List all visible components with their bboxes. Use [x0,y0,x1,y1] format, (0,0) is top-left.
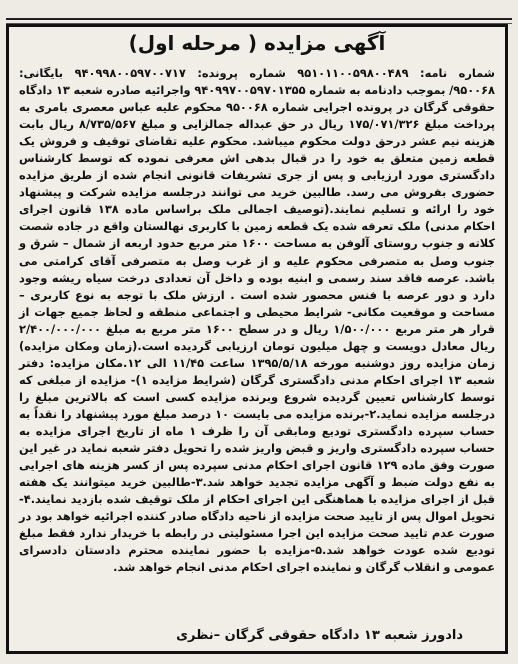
notice-title: آگهی مزایده ( مرحله اول) [128,31,386,55]
top-divider [6,2,512,20]
notice-signature: دادورز شعبه ۱۳ دادگاه حقوقی گرگان –نظری [176,628,463,643]
notice-body-text: شماره نامه: ۹۵۱۰۱۱۰۰۵۹۸۰۰۴۸۹ شماره پرونده: ۹۴۰۹۹۸۰۰۵۹۷۰۰۷۱۷ بایگانی: ۹۵۰۰۶۸/ بموجب دادنامه به شماره ۹۴۰۹۹۷۰۰۵۹۷۰۱۳۵۵ واجرائیه صادره شعبه ۱۳ دادگاه حقوقی گرگان در پرونده اجرایی شماره ۹۵۰۰۶۸ محکوم علیه عباس معصری بامری به پرداخت مبلغ ۱۷۵/۰۷۱/۳۲۶ ریال در حق عبداله جمالزایی و مبلغ ۸/۷۳۵/۵۶۷ ریال بابت هزینه نیم عشر درحق دولت محکوم میباشد. محکوم علیه تقاضای توقیف و فروش یک قطعه زمین متعلق به خود را در قبال بدهی اش معرفی نموده که توسط کارشناس دادگستری مورد ارزیابی و پس از جری تشریفات قانونی انجام شده از طریق مزایده حضوری بفروش می رسد. طالبین خرید می توانند درجلسه مزایده شرکت و پیشنهاد خود را ارائه و تسلیم نمایند.(توصیف اجمالی ملک براساس ماده ۱۳۸ قانون اجرای احکام مدنی) ملک تعرفه شده یک قطعه زمین با کاربری نهالستان واقع در جاده شصت کلاته و جنوب روستای آلوفن به مساحت ۱۶۰۰ متر مربع حدود اربعه از شمال – شرق و جنوب وصل به متصرفی محکوم علیه و از غرب وصل به متصرفی آقای کرامتی می باشد. عرصه فاقد سند رسمی و ابنیه بوده و داخل آن تعدادی درخت سیاه ریشه وجود دارد و دور عرصه با فنس محصور شده است . ارزش ملک با توجه به نوع کاربری – مساحت و موقعیت مکانی- شرایط محیطی و اجتماعی منطقه و لحاظ جمیع جهات از قرار هر متر مربع ۱/۵۰۰/۰۰۰ ریال و در سطح ۱۶۰۰ متر مربع به مبلغ ۲/۴۰۰/۰۰۰/۰۰۰ ریال معادل دویست و چهل میلیون تومان ارزیابی گردیده است.(زمان ومکان مزایده) زمان مزایده روز دوشنبه مورخه ۱۳۹۵/۵/۱۸ ساعت ۱۱/۴۵ الی ۱۲.مکان مزایده: دفتر شعبه ۱۳ اجرای احکام مدنی دادگستری گرگان (شرایط مزایده ۱)- مزایده از مبلغی که توسط کارشناس تعیین گردیده شروع وبرنده مزایده کسی است که بالاترین مبلغ را درجلسه مزایده نماید.۲-برنده مزایده می بایست ۱۰ درصد مبلغ مورد پیشنهاد را نقداً به حساب سپرده دادگستری تودیع ومابقی آن را ظرف ۱ ماه از تاریخ اجرای مزایده به حساب سپرده دادگستری واریز و قبض واریز شده را تحویل دفتر شعبه نماید در غیر این صورت وفق ماده ۱۲۹ قانون اجرای احکام مدنی سپرده پس از کسر هزینه های اجرایی به نفع دولت ضبط و آگهی مزایده تجدید خواهد شد.۳-طالبین خرید میتوانند یک هفته قبل از اجرای مزایده با هماهنگی این اجرای احکام از ملک توقیف شده بازدید نمایند.۴-تحویل اموال پس از تایید صحت مزایده از ناحیه دادگاه صادر کننده اجرائیه خواهد بود در صورت عدم تایید صحت مزایده این اجرا مسئولیتی در رابطه با خریدار ندارد فقط مبلغ تودیع شده عودت خواهد شد.۵-مزایده با حضور نماینده محترم دادستان دادسرای عمومی و انقلاب گرگان و نماینده اجرای احکام مدنی انجام خواهد شد. [19,66,496,575]
notice-body [19,65,495,576]
notice-box [6,24,508,654]
